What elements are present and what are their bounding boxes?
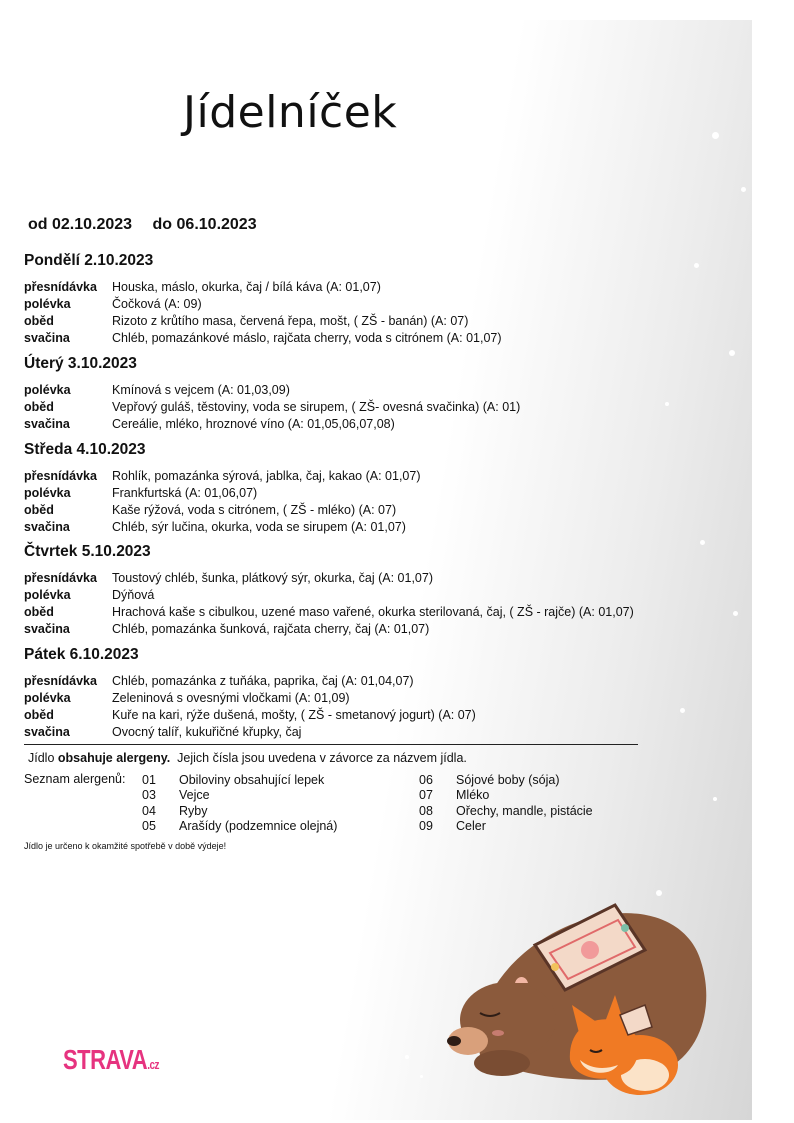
meal-type: přesnídávka [24, 280, 97, 294]
allergen-name: Ořechy, mandle, pistácie [456, 804, 593, 818]
allergen-name: Vejce [179, 788, 210, 802]
brand-tld: .cz [147, 1059, 160, 1073]
meal-desc: Chléb, sýr lučina, okurka, voda se sirupem (A: 01,07) [112, 520, 406, 534]
meal-row [24, 570, 433, 587]
meal-row [24, 724, 301, 741]
meal-desc: Čočková (A: 09) [112, 297, 202, 311]
allergen-item [142, 818, 337, 834]
day-heading-tuesday: Úterý 3.10.2023 [24, 355, 137, 372]
allergen-item [419, 803, 593, 819]
meal-row [24, 416, 395, 433]
meal-type: přesnídávka [24, 469, 97, 483]
meal-type: oběd [24, 314, 54, 328]
meal-type: svačina [24, 725, 70, 739]
day-heading-friday: Pátek 6.10.2023 [24, 646, 139, 663]
meal-row [24, 296, 202, 313]
meal-row [24, 519, 406, 536]
meal-row [24, 382, 290, 399]
meal-type: polévka [24, 588, 71, 602]
meal-desc: Toustový chléb, šunka, plátkový sýr, okurka, čaj (A: 01,07) [112, 571, 433, 585]
menu-page [0, 20, 752, 1120]
meal-row [24, 468, 420, 485]
meal-row [24, 673, 414, 690]
allergen-code: 01 [142, 773, 156, 787]
page-title: Jídelníček [183, 87, 398, 139]
meal-type: polévka [24, 297, 71, 311]
meal-desc: Chléb, pomazánka z tuňáka, paprika, čaj (A: 01,04,07) [112, 674, 414, 688]
allergen-code: 05 [142, 819, 156, 833]
allergen-name: Sójové boby (sója) [456, 773, 560, 787]
meal-type: svačina [24, 417, 70, 431]
meal-desc: Hrachová kaše s cibulkou, uzené maso vařené, okurka sterilovaná, čaj, ( ZŠ - rajče) (A: 01,07) [112, 605, 634, 619]
allergen-note-pre: Jídlo [28, 751, 58, 765]
allergen-code: 08 [419, 804, 433, 818]
meal-type: oběd [24, 503, 54, 517]
allergen-item [419, 818, 486, 834]
meal-desc: Zeleninová s ovesnými vločkami (A: 01,09) [112, 691, 350, 705]
meal-desc: Frankfurtská (A: 01,06,07) [112, 486, 258, 500]
date-from: od 02.10.2023 [28, 216, 133, 233]
meal-desc: Rizoto z krůtího masa, červená řepa, mošt, ( ZŠ - banán) (A: 07) [112, 314, 469, 328]
meal-desc: Rohlík, pomazánka sýrová, jablka, čaj, kakao (A: 01,07) [112, 469, 421, 483]
allergen-code: 04 [142, 804, 156, 818]
meal-row [24, 707, 476, 724]
allergen-note-post: Jejich čísla jsou uvedena v závorce za názvem jídla. [170, 751, 467, 765]
date-range [28, 216, 257, 234]
allergen-name: Celer [456, 819, 486, 833]
allergen-list-label: Seznam alergenů: [24, 772, 126, 786]
meal-row [24, 587, 154, 604]
allergen-code: 03 [142, 788, 156, 802]
date-to: do 06.10.2023 [152, 216, 257, 233]
meal-type: polévka [24, 486, 71, 500]
meal-desc: Chléb, pomazánka šunková, rajčata cherry, čaj (A: 01,07) [112, 622, 430, 636]
meal-type: oběd [24, 708, 54, 722]
day-heading-monday: Pondělí 2.10.2023 [24, 252, 154, 269]
divider [24, 744, 638, 745]
meal-row [24, 399, 520, 416]
meal-type: přesnídávka [24, 674, 97, 688]
bear-fox-illustration [440, 865, 740, 1100]
meal-desc: Kuře na kari, rýže dušená, mošty, ( ZŠ - smetanový jogurt) (A: 07) [112, 708, 476, 722]
meal-type: polévka [24, 383, 71, 397]
allergen-name: Arašídy (podzemnice olejná) [179, 819, 338, 833]
day-heading-thursday: Čtvrtek 5.10.2023 [24, 543, 151, 560]
allergen-code: 06 [419, 773, 433, 787]
allergen-item [142, 772, 324, 788]
allergen-note [28, 751, 467, 765]
allergen-item [142, 803, 207, 819]
meal-type: přesnídávka [24, 571, 97, 585]
meal-row [24, 313, 468, 330]
meal-desc: Vepřový guláš, těstoviny, voda se sirupem, ( ZŠ- ovesná svačinka) (A: 01) [112, 400, 521, 414]
disclaimer: Jídlo je určeno k okamžité spotřebě v době výdeje! [24, 841, 227, 851]
meal-type: svačina [24, 331, 70, 345]
meal-type: oběd [24, 605, 54, 619]
allergen-name: Ryby [179, 804, 208, 818]
meal-type: svačina [24, 622, 70, 636]
allergen-code: 09 [419, 819, 433, 833]
allergen-item [142, 787, 210, 803]
meal-row [24, 279, 381, 296]
meal-row [24, 621, 429, 638]
allergen-code: 07 [419, 788, 433, 802]
meal-desc: Ovocný talíř, kukuřičné křupky, čaj [112, 725, 302, 739]
allergen-name: Obiloviny obsahující lepek [179, 773, 325, 787]
meal-row [24, 485, 257, 502]
strava-logo[interactable] [63, 1044, 159, 1077]
meal-type: svačina [24, 520, 70, 534]
meal-row [24, 690, 350, 707]
meal-desc: Kmínová s vejcem (A: 01,03,09) [112, 383, 290, 397]
meal-type: oběd [24, 400, 54, 414]
day-heading-wednesday: Středa 4.10.2023 [24, 441, 146, 458]
meal-desc: Cereálie, mléko, hroznové víno (A: 01,05,06,07,08) [112, 417, 395, 431]
meal-row [24, 330, 502, 347]
allergen-item [419, 772, 560, 788]
allergen-name: Mléko [456, 788, 490, 802]
meal-desc: Dýňová [112, 588, 155, 602]
allergen-note-bold: obsahuje alergeny. [57, 751, 171, 765]
meal-desc: Kaše rýžová, voda s citrónem, ( ZŠ - mléko) (A: 07) [112, 503, 397, 517]
brand-name: STRAVA [63, 1044, 148, 1076]
meal-row [24, 604, 634, 621]
meal-row [24, 502, 396, 519]
meal-desc: Chléb, pomazánkové máslo, rajčata cherry, voda s citrónem (A: 01,07) [112, 331, 502, 345]
meal-desc: Houska, máslo, okurka, čaj / bílá káva (A: 01,07) [112, 280, 381, 294]
allergen-item [419, 787, 489, 803]
meal-type: polévka [24, 691, 71, 705]
